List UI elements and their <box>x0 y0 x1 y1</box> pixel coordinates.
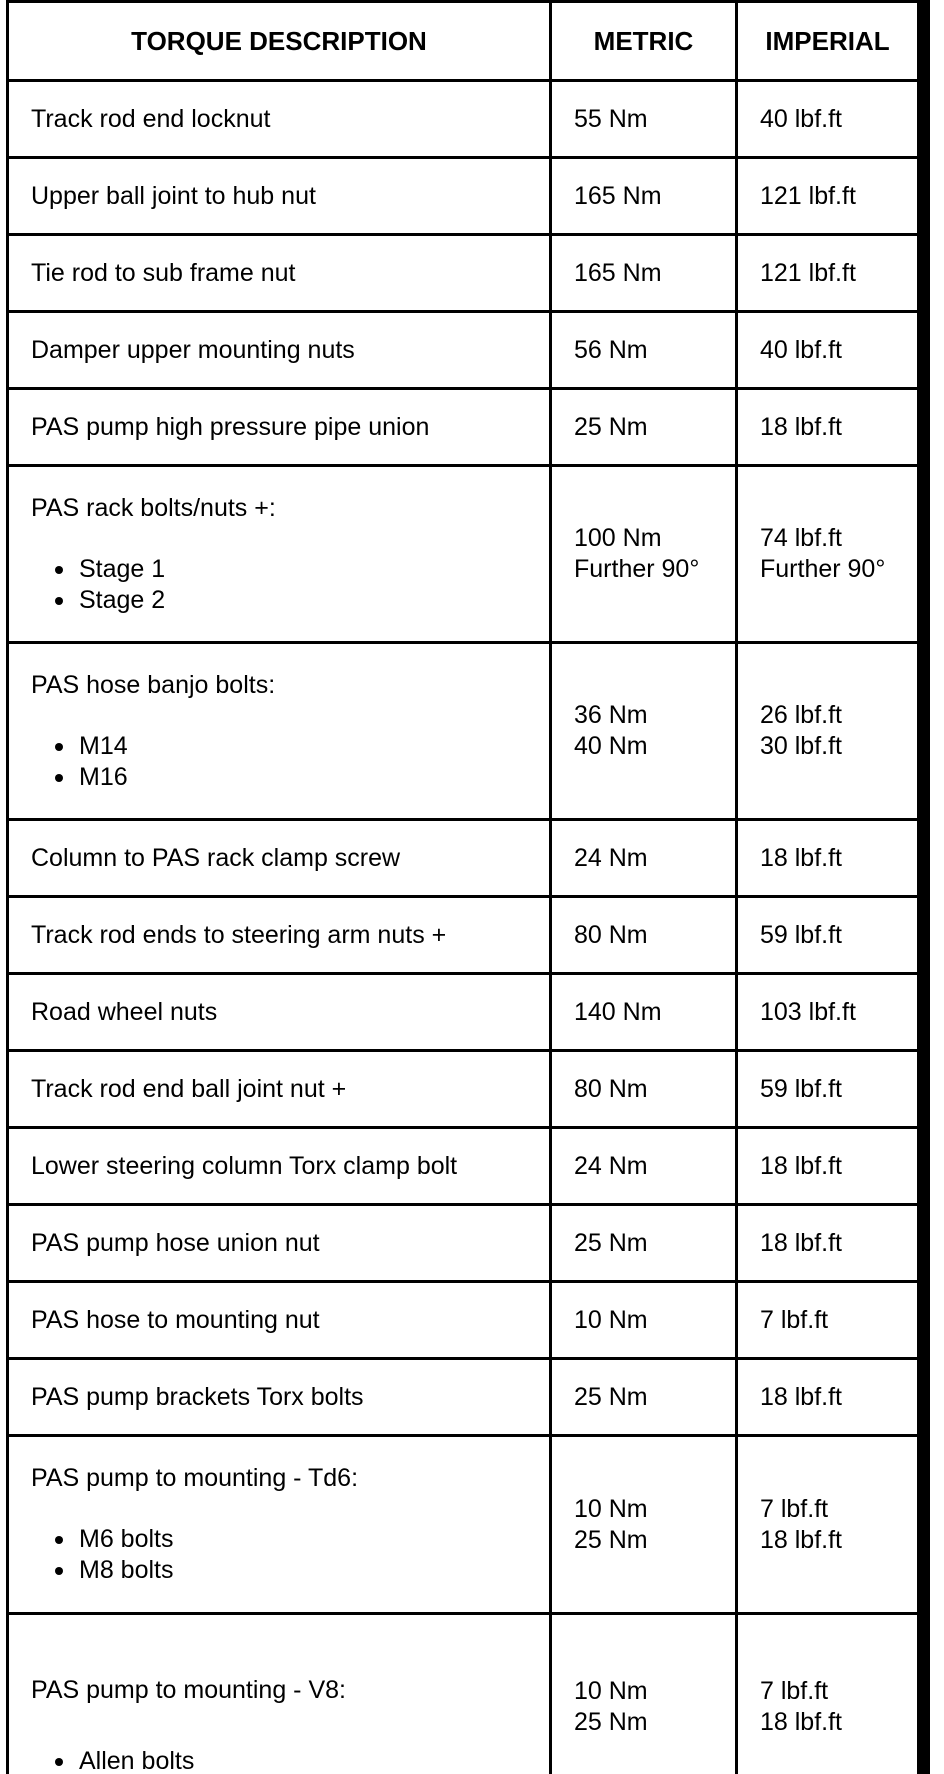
table-row <box>8 643 918 820</box>
metric-cell: 10 Nm <box>551 1282 737 1359</box>
metric-cell <box>551 643 737 820</box>
description-cell: Track rod ends to steering arm nuts + <box>8 897 551 974</box>
imperial-cell <box>737 466 918 643</box>
imperial-value: 7 lbf.ft <box>760 1677 829 1705</box>
table-row <box>8 1128 918 1205</box>
row-heading: PAS rack bolts/nuts +: <box>31 493 276 522</box>
imperial-cell: 40 lbf.ft <box>737 81 918 158</box>
imperial-cell: 121 lbf.ft <box>737 235 918 312</box>
metric-cell <box>551 1436 737 1614</box>
header-row <box>8 2 918 81</box>
description-cell: Upper ball joint to hub nut <box>8 158 551 235</box>
header-description: TORQUE DESCRIPTION <box>8 2 551 81</box>
header-imperial: IMPERIAL <box>737 2 918 81</box>
header-metric: METRIC <box>551 2 737 81</box>
bullet-item: M14 <box>31 731 549 762</box>
imperial-value: 74 lbf.ft <box>760 524 842 552</box>
metric-cell <box>551 466 737 643</box>
table-row <box>8 235 918 312</box>
imperial-value: Further 90° <box>760 555 886 583</box>
imperial-cell: 7 lbf.ft <box>737 1282 918 1359</box>
table-row <box>8 820 918 897</box>
imperial-cell <box>737 1614 918 1774</box>
imperial-cell: 18 lbf.ft <box>737 389 918 466</box>
description-cell: Track rod end ball joint nut + <box>8 1051 551 1128</box>
table-row <box>8 1205 918 1282</box>
imperial-cell: 18 lbf.ft <box>737 1359 918 1436</box>
description-cell <box>8 643 551 820</box>
metric-cell: 55 Nm <box>551 81 737 158</box>
metric-cell: 165 Nm <box>551 158 737 235</box>
metric-cell <box>551 1614 737 1774</box>
row-heading: PAS hose banjo bolts: <box>31 670 276 699</box>
table-row <box>8 1614 918 1774</box>
table-row <box>8 158 918 235</box>
imperial-cell: 59 lbf.ft <box>737 1051 918 1128</box>
imperial-value: 7 lbf.ft <box>760 1494 829 1523</box>
description-cell: Column to PAS rack clamp screw <box>8 820 551 897</box>
imperial-value: 26 lbf.ft <box>760 701 842 729</box>
row-heading: PAS pump to mounting - V8: <box>31 1676 346 1704</box>
metric-cell: 56 Nm <box>551 312 737 389</box>
table-row <box>8 897 918 974</box>
metric-value: 25 Nm <box>574 1525 648 1554</box>
metric-cell: 80 Nm <box>551 897 737 974</box>
description-cell <box>8 1436 551 1614</box>
bullet-item: Stage 2 <box>31 585 549 616</box>
description-cell: Lower steering column Torx clamp bolt <box>8 1128 551 1205</box>
metric-value: 100 Nm <box>574 524 662 552</box>
description-cell: PAS pump high pressure pipe union <box>8 389 551 466</box>
table-row <box>8 1359 918 1436</box>
metric-cell: 165 Nm <box>551 235 737 312</box>
imperial-cell <box>737 643 918 820</box>
imperial-cell: 18 lbf.ft <box>737 820 918 897</box>
description-cell: PAS pump brackets Torx bolts <box>8 1359 551 1436</box>
metric-cell: 140 Nm <box>551 974 737 1051</box>
description-cell: PAS hose to mounting nut <box>8 1282 551 1359</box>
description-cell: PAS pump hose union nut <box>8 1205 551 1282</box>
table-row <box>8 1282 918 1359</box>
imperial-cell: 18 lbf.ft <box>737 1205 918 1282</box>
row-heading: PAS pump to mounting - Td6: <box>31 1464 359 1492</box>
torque-table <box>6 0 917 1774</box>
metric-cell: 25 Nm <box>551 1359 737 1436</box>
table-row <box>8 974 918 1051</box>
table-row <box>8 389 918 466</box>
bullet-item: M16 <box>31 762 549 793</box>
imperial-value: 30 lbf.ft <box>760 732 842 760</box>
imperial-cell: 18 lbf.ft <box>737 1128 918 1205</box>
description-cell: Track rod end locknut <box>8 81 551 158</box>
metric-cell: 80 Nm <box>551 1051 737 1128</box>
torque-table-container <box>6 0 917 1774</box>
page-edge-bar <box>917 0 930 1774</box>
imperial-cell <box>737 1436 918 1614</box>
table-row <box>8 1436 918 1614</box>
metric-cell: 25 Nm <box>551 1205 737 1282</box>
description-cell: Tie rod to sub frame nut <box>8 235 551 312</box>
metric-cell: 25 Nm <box>551 389 737 466</box>
bullet-item: M6 bolts <box>31 1524 549 1555</box>
imperial-cell: 121 lbf.ft <box>737 158 918 235</box>
imperial-cell: 59 lbf.ft <box>737 897 918 974</box>
metric-value: 40 Nm <box>574 732 648 760</box>
metric-cell: 24 Nm <box>551 820 737 897</box>
metric-value: 36 Nm <box>574 701 648 729</box>
description-cell <box>8 466 551 643</box>
bullet-item: Stage 1 <box>31 554 549 585</box>
table-row <box>8 1051 918 1128</box>
imperial-value: 18 lbf.ft <box>760 1708 842 1736</box>
metric-cell: 24 Nm <box>551 1128 737 1205</box>
metric-value: Further 90° <box>574 555 700 583</box>
imperial-cell: 103 lbf.ft <box>737 974 918 1051</box>
metric-value: 25 Nm <box>574 1708 648 1736</box>
metric-value: 10 Nm <box>574 1494 648 1523</box>
imperial-cell: 40 lbf.ft <box>737 312 918 389</box>
metric-value: 10 Nm <box>574 1677 648 1705</box>
imperial-value: 18 lbf.ft <box>760 1525 842 1554</box>
bullet-item: Allen bolts <box>31 1746 549 1774</box>
table-row <box>8 466 918 643</box>
bullet-item: M8 bolts <box>31 1555 549 1586</box>
description-cell: Road wheel nuts <box>8 974 551 1051</box>
description-cell <box>8 1614 551 1774</box>
table-row <box>8 312 918 389</box>
description-cell: Damper upper mounting nuts <box>8 312 551 389</box>
table-row <box>8 81 918 158</box>
